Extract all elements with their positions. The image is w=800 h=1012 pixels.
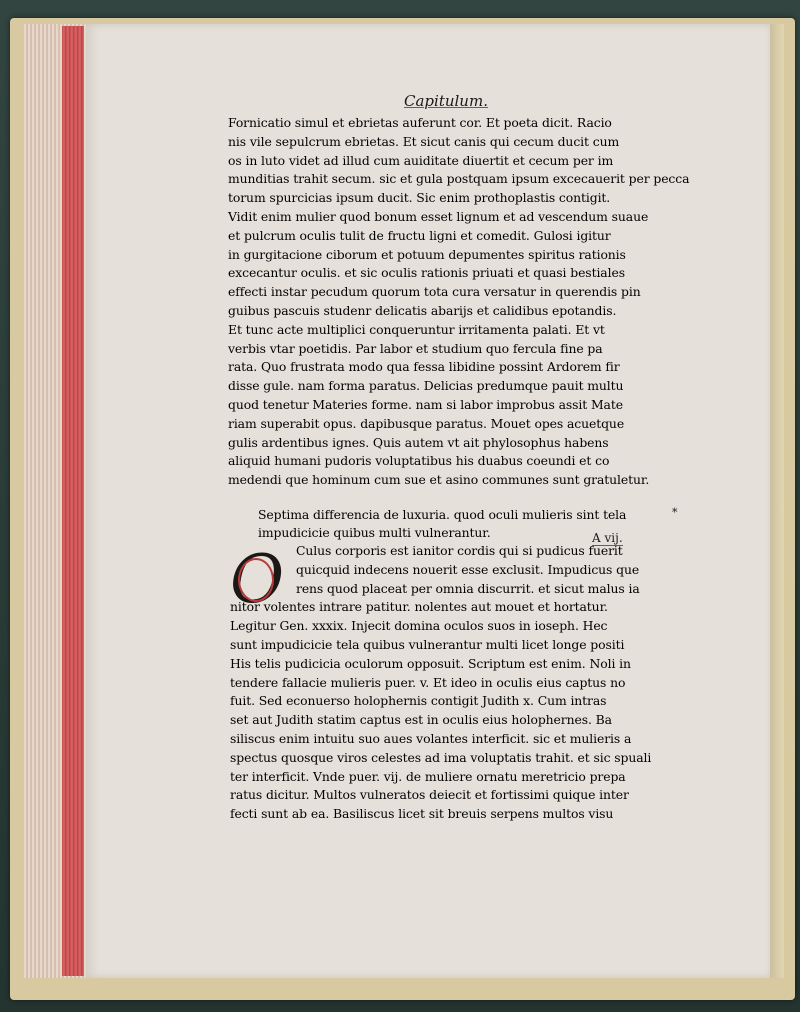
text-line: aliquid humani pudoris voluptatibus his duabus coeundi et co: [228, 453, 610, 469]
text-line: gulis ardentibus ignes. Quis autem vt ait phylosophus habens: [228, 434, 609, 450]
margin-mark: *: [672, 506, 678, 519]
text-line: sunt impudicicie tela quibus vulnerantur multi licet longe positi: [230, 637, 625, 652]
text-line: Legitur Gen. xxxix. Injecit domina oculos suos in ioseph. Hec: [230, 618, 608, 634]
text-line: Fornicatio simul et ebrietas auferunt cor. Et poeta dicit. Racio: [228, 115, 612, 130]
text-line: medendi que hominum cum sue et asino communes sunt gratuletur.: [228, 472, 650, 488]
text-line: effecti instar pecudum quorum tota cura versatur in querendis pin: [228, 284, 641, 300]
text-line: siliscus enim intuitu suo aues volantes interficit. sic et mulieris a: [230, 731, 632, 746]
drop-cap-letter: O: [230, 541, 285, 618]
text-line: os in luto videt ad illud cum auiditate diuertit et cecum per im: [228, 152, 614, 168]
text-line: guibus pascuis studenr delicatis abarijs et calidibus epotandis.: [228, 303, 617, 318]
text-line: excecantur oculis. et sic oculis rationis priuati et quasi bestiales: [228, 265, 625, 281]
section-mark: A vij.: [592, 531, 623, 545]
text-line: quicquid indecens nouerit esse exclusit. Impudicus que: [296, 561, 640, 577]
text-line: His telis pudicicia oculorum opposuit. Scriptum est enim. Noli in: [230, 655, 631, 671]
text-line: nitor volentes intrare patitur. nolentes aut mouet et hortatur.: [230, 599, 608, 615]
text-line: in gurgitacione ciborum et potuum depumentes spiritus rationis: [228, 246, 626, 262]
text-line: Et tunc acte multiplici conqueruntur irritamenta palati. Et vt: [228, 321, 605, 337]
text-line: impudicicie quibus multi vulnerantur.: [258, 525, 491, 540]
text-line: Culus corporis est ianitor cordis qui si pudicus fuerit: [296, 543, 623, 558]
text-line: set aut Judith statim captus est in oculis eius holophernes. Ba: [230, 712, 612, 728]
text-line: tendere fallacie mulieris puer. v. Et ideo in oculis eius captus no: [230, 674, 626, 690]
text-line: spectus quosque viros celestes ad ima voluptatis trahit. et sic spuali: [230, 749, 652, 765]
text-line: fuit. Sed econuerso holophernis contigit Judith x. Cum intras: [230, 693, 607, 709]
text-line: verbis vtar poetidis. Par labor et studium quo fercula fine pa: [228, 340, 603, 356]
text-line: Vidit enim mulier quod bonum esset lignum et ad vescendum suaue: [228, 209, 649, 224]
text-line: Septima differencia de luxuria. quod oculi mulieris sint tela: [258, 507, 627, 522]
drop-cap-ornament: [238, 558, 274, 602]
text-line: ratus dicitur. Multos vulneratos deiecit et fortissimi quique inter: [230, 787, 629, 803]
text-line: ter interficit. Vnde puer. vij. de muliere ornatu meretricio prepa: [230, 768, 626, 784]
text-line: torum spurcicias ipsum ducit. Sic enim prothoplastis contigit.: [228, 190, 611, 206]
text-line: fecti sunt ab ea. Basiliscus licet sit breuis serpens multos visu: [230, 806, 614, 822]
text-line: riam superabit opus. dapibusque paratus. Mouet opes acuetque: [228, 415, 625, 431]
text-line: nis vile sepulcrum ebrietas. Et sicut canis qui cecum ducit cum: [228, 133, 620, 149]
text-line: rens quod placeat per omnia discurrit. et sicut malus ia: [296, 580, 640, 596]
page-heading: Capitulum.: [404, 92, 488, 110]
text-line: disse gule. nam forma paratus. Delicias predumque pauit multu: [228, 378, 624, 394]
text-line: rata. Quo frustrata modo qua fessa libidine possint Ardorem fir: [228, 359, 620, 375]
text-line: munditias trahit secum. sic et gula postquam ipsum excecauerit per pecca: [228, 171, 690, 187]
red-page-edge: [62, 26, 84, 976]
text-line: et pulcrum oculis tulit de fructu ligni et comedit. Gulosi igitur: [228, 227, 611, 243]
text-line: quod tenetur Materies forme. nam si labor improbus assit Mate: [228, 397, 623, 412]
page-shadow: [770, 24, 784, 978]
